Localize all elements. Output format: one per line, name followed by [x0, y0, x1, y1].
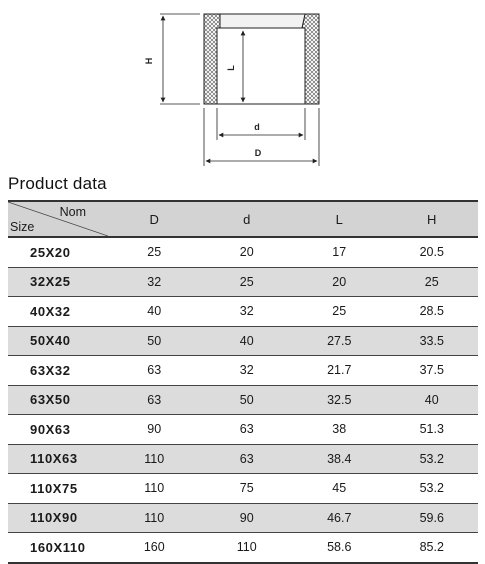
- value-cell-H: 33.5: [386, 326, 479, 356]
- value-cell-D: 32: [108, 267, 201, 297]
- size-cell: 63X32: [8, 356, 108, 386]
- size-cell: 40X32: [8, 297, 108, 327]
- value-cell-L: 38.4: [293, 444, 386, 474]
- value-cell-H: 59.6: [386, 503, 479, 533]
- column-header-d: d: [201, 201, 294, 237]
- value-cell-H: 37.5: [386, 356, 479, 386]
- value-cell-D: 25: [108, 237, 201, 267]
- fitting-cross-section-diagram: [0, 0, 485, 175]
- table-row: [8, 533, 478, 563]
- size-cell: 90X63: [8, 415, 108, 445]
- column-header-H: H: [386, 201, 479, 237]
- value-cell-L: 32.5: [293, 385, 386, 415]
- column-header-D: D: [108, 201, 201, 237]
- value-cell-d: 75: [201, 474, 294, 504]
- value-cell-H: 51.3: [386, 415, 479, 445]
- corner-label-size: Size: [10, 220, 35, 234]
- value-cell-L: 17: [293, 237, 386, 267]
- table-row: [8, 237, 478, 267]
- value-cell-d: 63: [201, 415, 294, 445]
- table-row: [8, 385, 478, 415]
- size-cell: 50X40: [8, 326, 108, 356]
- D-outer-label: D: [254, 148, 262, 158]
- value-cell-d: 32: [201, 356, 294, 386]
- value-cell-d: 40: [201, 326, 294, 356]
- d-inner-label: d: [254, 122, 260, 132]
- table-row: [8, 415, 478, 445]
- value-cell-H: 53.2: [386, 444, 479, 474]
- size-cell: 110X90: [8, 503, 108, 533]
- table-row: [8, 326, 478, 356]
- value-cell-d: 20: [201, 237, 294, 267]
- value-cell-D: 110: [108, 503, 201, 533]
- h-dimension-label: H: [144, 57, 154, 65]
- table-row: [8, 297, 478, 327]
- value-cell-H: 40: [386, 385, 479, 415]
- table-row: [8, 356, 478, 386]
- value-cell-L: 27.5: [293, 326, 386, 356]
- size-cell: 63X50: [8, 385, 108, 415]
- header-corner-cell: [8, 201, 108, 237]
- value-cell-D: 110: [108, 444, 201, 474]
- value-cell-L: 58.6: [293, 533, 386, 563]
- value-cell-D: 90: [108, 415, 201, 445]
- value-cell-d: 25: [201, 267, 294, 297]
- value-cell-d: 63: [201, 444, 294, 474]
- table-row: [8, 444, 478, 474]
- value-cell-D: 63: [108, 356, 201, 386]
- value-cell-L: 46.7: [293, 503, 386, 533]
- table-row: [8, 503, 478, 533]
- value-cell-d: 50: [201, 385, 294, 415]
- value-cell-H: 53.2: [386, 474, 479, 504]
- value-cell-L: 38: [293, 415, 386, 445]
- value-cell-D: 40: [108, 297, 201, 327]
- size-cell: 32X25: [8, 267, 108, 297]
- value-cell-L: 25: [293, 297, 386, 327]
- column-header-L: L: [293, 201, 386, 237]
- value-cell-D: 50: [108, 326, 201, 356]
- value-cell-L: 20: [293, 267, 386, 297]
- value-cell-L: 45: [293, 474, 386, 504]
- value-cell-D: 110: [108, 474, 201, 504]
- value-cell-L: 21.7: [293, 356, 386, 386]
- l-dimension-label: L: [226, 65, 236, 71]
- size-cell: 160X110: [8, 533, 108, 563]
- value-cell-H: 28.5: [386, 297, 479, 327]
- value-cell-d: 90: [201, 503, 294, 533]
- table-row: [8, 267, 478, 297]
- value-cell-D: 63: [108, 385, 201, 415]
- section-title: Product data: [8, 174, 107, 193]
- table-body: [8, 237, 478, 563]
- value-cell-D: 160: [108, 533, 201, 563]
- table-row: [8, 474, 478, 504]
- corner-label-nom: Nom: [59, 205, 86, 219]
- size-cell: 25X20: [8, 237, 108, 267]
- product-data-table: [8, 200, 478, 564]
- value-cell-H: 20.5: [386, 237, 479, 267]
- size-cell: 110X75: [8, 474, 108, 504]
- size-cell: 110X63: [8, 444, 108, 474]
- table-header-row: [8, 201, 478, 237]
- value-cell-d: 32: [201, 297, 294, 327]
- value-cell-H: 25: [386, 267, 479, 297]
- value-cell-H: 85.2: [386, 533, 479, 563]
- value-cell-d: 110: [201, 533, 294, 563]
